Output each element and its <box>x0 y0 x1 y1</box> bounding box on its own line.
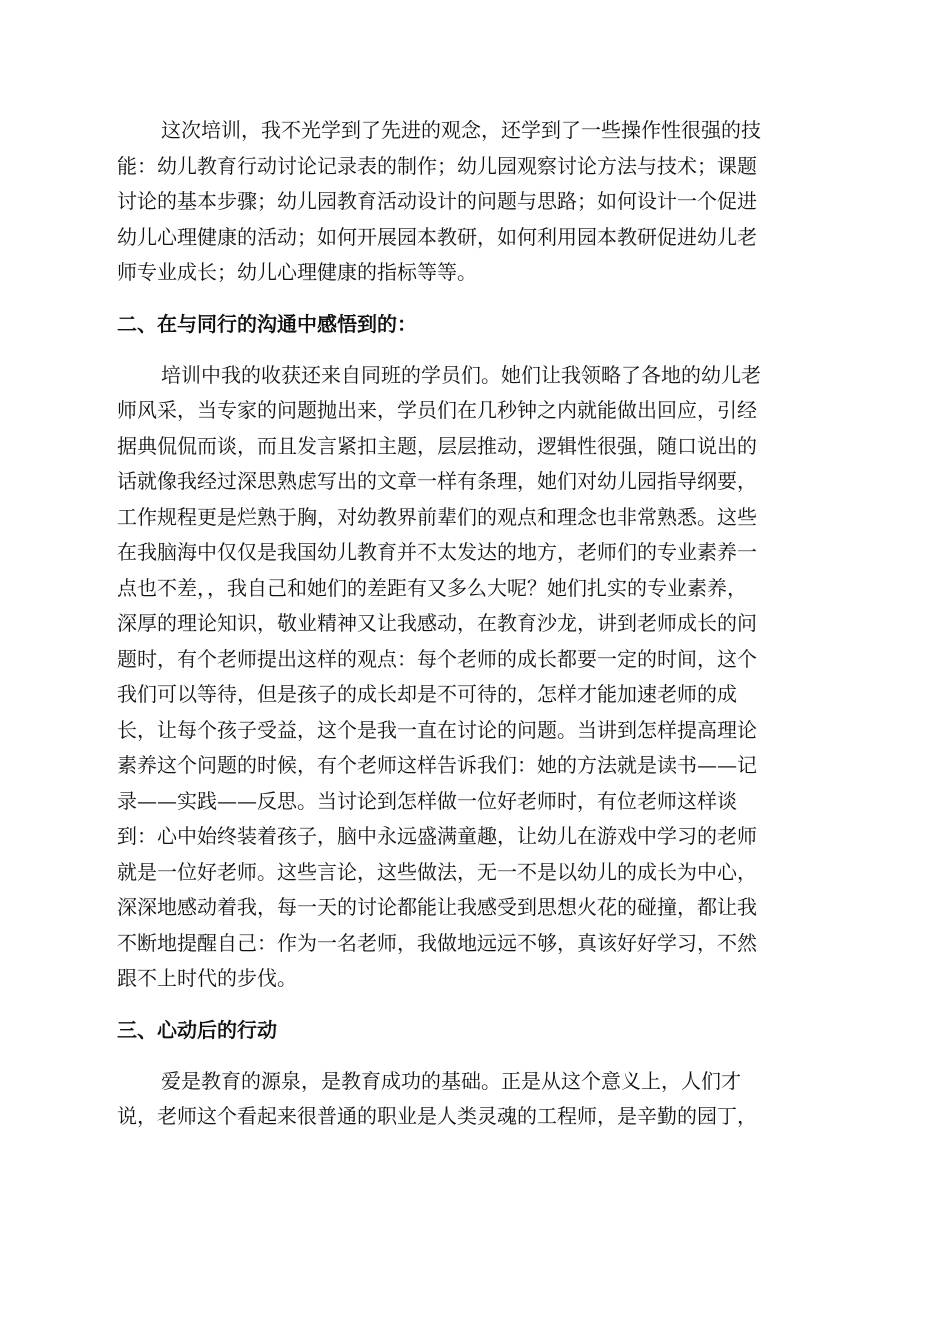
text-line: 录——实践——反思。当讨论到怎样做一位好老师时，有位老师这样谈 <box>117 788 737 813</box>
text-line: 长，让每个孩子受益，这个是我一直在讨论的问题。当讲到怎样提高理论 <box>117 717 757 742</box>
text-line: 这次培训，我不光学到了先进的观念，还学到了一些操作性很强的技 <box>161 118 761 142</box>
text-line: 师风采，当专家的问题抛出来，学员们在几秒钟之内就能做出回应，引经 <box>117 398 757 422</box>
text-line: 说，老师这个看起来很普通的职业是人类灵魂的工程师，是辛勤的园丁， <box>117 1104 757 1128</box>
text-line: 我们可以等待，但是孩子的成长却是不可待的，怎样才能加速老师的成 <box>117 682 737 706</box>
text-line: 到：心中始终装着孩子，脑中永远盛满童趣，让幼儿在游戏中学习的老师 <box>117 824 757 848</box>
text-line: 就是一位好老师。这些言论，这些做法，无一不是以幼儿的成长为中心， <box>117 859 757 884</box>
text-line: 点也不差，，我自己和她们的差距有又多么大呢？她们扎实的专业素养， <box>117 575 747 600</box>
text-line: 培训中我的收获还来自同班的学员们。她们让我领略了各地的幼儿老 <box>161 362 761 387</box>
text-line: 深厚的理论知识，敬业精神又让我感动，在教育沙龙，讲到老师成长的问 <box>117 611 757 635</box>
section-heading-peers: 二、在与同行的沟通中感悟到的： <box>117 311 417 336</box>
text-line: 幼儿心理健康的活动；如何开展园本教研，如何利用园本教研促进幼儿老 <box>117 224 757 249</box>
text-line: 爱是教育的源泉，是教育成功的基础。正是从这个意义上，人们才 <box>161 1068 741 1093</box>
text-line: 能：幼儿教育行动讨论记录表的制作；幼儿园观察讨论方法与技术；课题 <box>117 153 757 178</box>
text-line: 工作规程更是烂熟于胸，对幼教界前辈们的观点和理念也非常熟悉。这些 <box>117 504 757 529</box>
text-line: 讨论的基本步骤；幼儿园教育活动设计的问题与思路；如何设计一个促进 <box>117 189 757 213</box>
paragraph-love-education <box>117 1064 833 1135</box>
section-heading-action: 三、心动后的行动 <box>117 1017 277 1042</box>
text-line: 不断地提醒自己：作为一名老师，我做地远远不够，真该好好学习，不然 <box>117 930 757 955</box>
text-line: 题时，有个老师提出这样的观点：每个老师的成长都要一定的时间，这个 <box>117 646 757 671</box>
paragraph-training-skills <box>117 113 833 291</box>
document-page <box>117 113 833 1135</box>
text-line: 据典侃侃而谈，而且发言紧扣主题，层层推动，逻辑性很强，随口说出的 <box>117 433 757 458</box>
paragraph-peer-learning <box>117 358 833 997</box>
text-line: 话就像我经过深思熟虑写出的文章一样有条理，她们对幼儿园指导纲要， <box>117 469 757 493</box>
text-line: 在我脑海中仅仅是我国幼儿教育并不太发达的地方，老师们的专业素养一 <box>117 540 757 564</box>
text-line: 跟不上时代的步伐。 <box>117 966 297 990</box>
text-line: 师专业成长；幼儿心理健康的指标等等。 <box>117 260 477 284</box>
text-line: 深深地感动着我，每一天的讨论都能让我感受到思想火花的碰撞，都让我 <box>117 895 757 919</box>
text-line: 素养这个问题的时候，有个老师这样告诉我们：她的方法就是读书——记 <box>117 753 757 777</box>
